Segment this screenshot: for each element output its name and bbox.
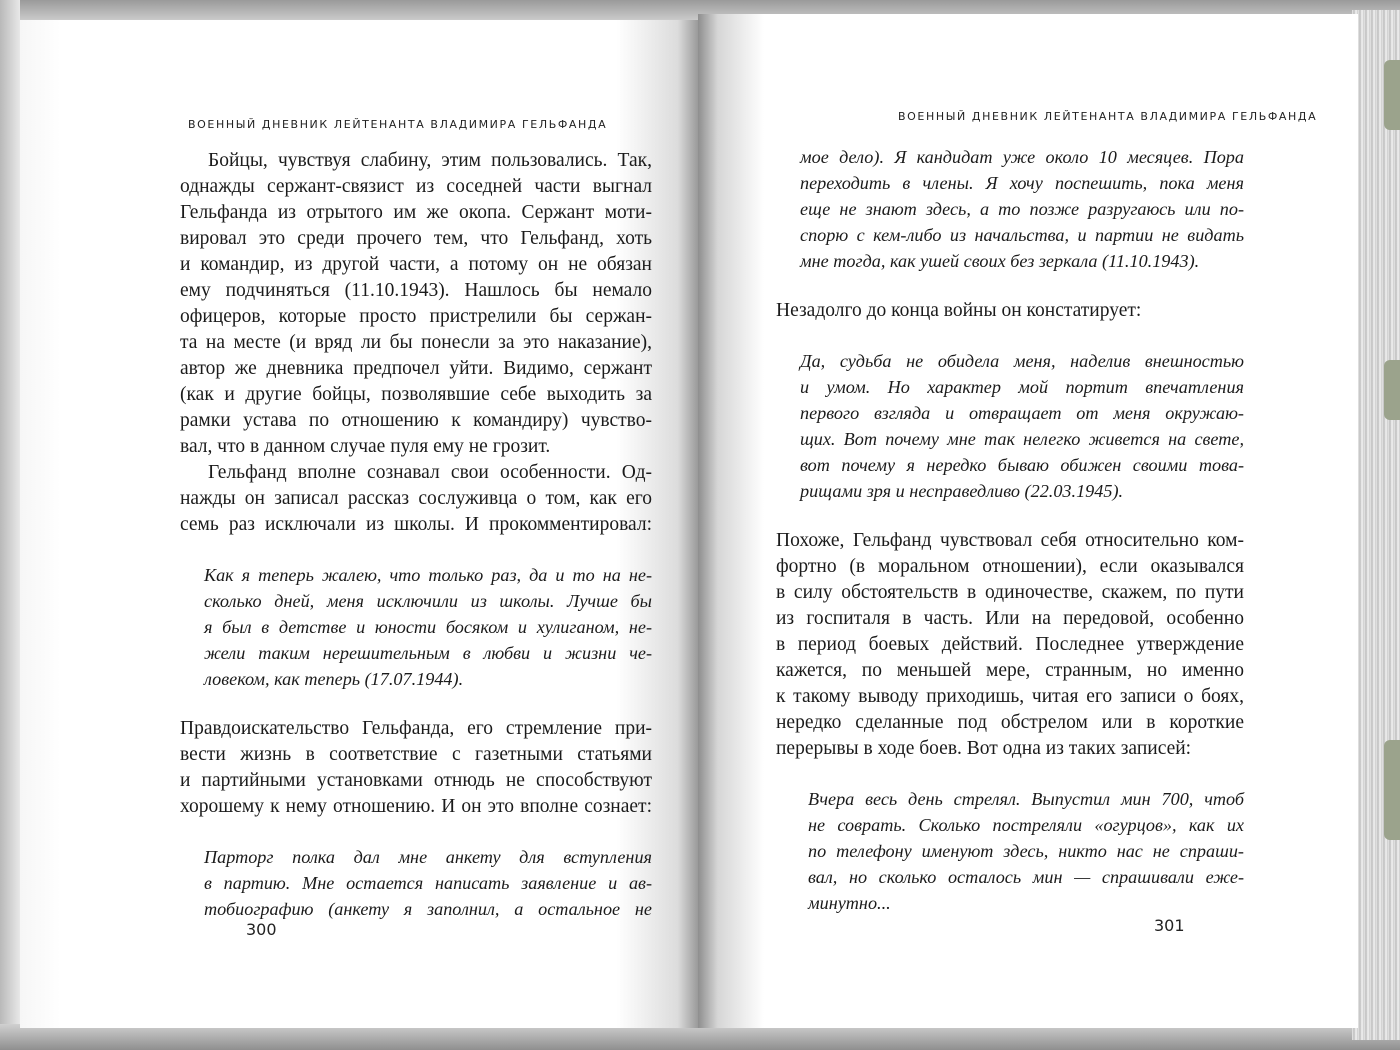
text-line: к такому выводу приходишь, читая его записи о боях,	[776, 686, 1244, 707]
text-line: и командир, из другой части, а потому он не обязан	[180, 254, 652, 275]
left-text-block	[180, 148, 652, 922]
text-line: ловеком, как теперь (17.07.1944).	[204, 669, 464, 689]
text-line: перерывы в ходе боев. Вот одна из таких записей:	[776, 738, 1192, 759]
text-line: вести жизнь в соответствие с газетными статьями	[180, 744, 652, 765]
text-line: офицеров, которые просто пристрелили бы сержан-	[180, 306, 652, 327]
text-line: вал, но сколько осталось мин — спрашивали еже-	[808, 867, 1244, 887]
text-line: автор же дневника предпочел уйти. Видимо, сержант	[180, 358, 652, 379]
text-line: в силу обстоятельств в одиночестве, скажем, по пути	[776, 582, 1244, 603]
text-line: Бойцы, чувствуя слабину, этим пользовались. Так,	[208, 150, 652, 171]
text-line: та на месте (и вряд ли бы понесли за это наказание),	[180, 332, 652, 353]
text-line: Вчера весь день стрелял. Выпустил мин 700, чтоб	[808, 789, 1244, 809]
text-line: минутно...	[808, 893, 891, 913]
text-line: нередко сделанные под обстрелом или в короткие	[776, 712, 1244, 733]
text-line: в партию. Мне остается написать заявление и ав-	[204, 873, 652, 893]
text-line: Да, судьба не обидела меня, наделив внешностью	[800, 351, 1244, 371]
text-line: щих. Вот почему мне так нелегко живется на свете,	[800, 429, 1244, 449]
running-head: ВОЕННЫЙ ДНЕВНИК ЛЕЙТЕНАНТА ВЛАДИМИРА ГЕЛЬФАНДА	[898, 110, 1318, 123]
text-line: кажется, по меньшей мере, странным, но именно	[776, 660, 1244, 681]
text-line: в период боевых действий. Последнее утверждение	[776, 634, 1244, 655]
text-line: не соврать. Сколько постреляли «огурцов», как их	[808, 815, 1244, 835]
text-line: тобиографию (анкету я заполнил, а остальное не	[204, 899, 652, 919]
block-quote	[180, 844, 652, 922]
text-line: из госпиталя в часть. Или на передовой, особенно	[776, 608, 1244, 629]
right-text-block	[776, 144, 1244, 916]
text-line: еще не знают здесь, а то позже разругаюсь или по-	[800, 199, 1244, 219]
block-quote	[776, 144, 1244, 274]
text-line: и партийными установками отнюдь не способствуют	[180, 770, 652, 791]
text-line: первого взгляда и отвращает от меня окружаю-	[800, 403, 1244, 423]
text-line: мне тогда, как ушей своих без зеркала (11.10.1943).	[800, 251, 1200, 271]
text-line: вот почему я нередко бываю обижен своими това-	[800, 455, 1244, 475]
text-line: переходить в члены. Я хочу поспешить, пока меня	[800, 173, 1244, 193]
block-quote	[776, 786, 1244, 916]
bookmark-tab	[1384, 740, 1400, 840]
bookmark-tab	[1384, 60, 1400, 130]
text-line: Гельфанд вполне сознавал свои особенности. Од-	[208, 462, 652, 483]
text-line: вировал это среди прочего тем, что Гельфанд, хоть	[180, 228, 652, 249]
text-line: ему подчиняться (11.10.1943). Нашлось бы немало	[180, 280, 652, 301]
text-line: Как я теперь жалею, что только раз, да и то на не-	[204, 565, 652, 585]
text-line: спорю с кем-либо из начальства, и партии не видать	[800, 225, 1244, 245]
text-line: семь раз исключали из школы. И прокомментировал:	[180, 514, 652, 535]
text-line: Правдоискательство Гельфанда, его стремление при-	[180, 718, 652, 739]
text-line: однажды сержант-связист из соседней части выгнал	[180, 176, 652, 197]
text-line: рищами зря и несправедливо (22.03.1945).	[800, 481, 1124, 501]
block-quote	[180, 562, 652, 692]
left-page	[20, 20, 698, 1028]
paragraph	[180, 460, 652, 538]
text-line: хорошему к нему отношению. И он это вполне сознает:	[180, 796, 652, 817]
text-line: я был в детстве и юности босяком и хулиганом, не-	[204, 617, 652, 637]
paragraph	[180, 148, 652, 460]
text-line: мое дело). Я кандидат уже около 10 месяцев. Пора	[800, 147, 1244, 167]
running-head: ВОЕННЫЙ ДНЕВНИК ЛЕЙТЕНАНТА ВЛАДИМИРА ГЕЛЬФАНДА	[188, 118, 608, 131]
text-line: вал, что в данном случае пуля ему не грозит.	[180, 436, 551, 457]
text-line: рамки устава по отношению к командиру) чувство-	[180, 410, 652, 431]
text-line: Незадолго до конца войны он констатирует:	[776, 300, 1142, 321]
block-quote	[776, 348, 1244, 504]
text-line: Похоже, Гельфанд чувствовал себя относительно ком-	[776, 530, 1244, 551]
text-line: Парторг полка дал мне анкету для вступления	[204, 847, 652, 867]
text-line: нажды он записал рассказ сослуживца о том, как его	[180, 488, 652, 509]
text-line: по телефону именуют здесь, никто нас не спраши-	[808, 841, 1244, 861]
text-line: и умом. Но характер мой портит впечатления	[800, 377, 1244, 397]
paragraph	[180, 716, 652, 820]
bookmark-tab	[1384, 360, 1400, 420]
text-line: (как и другие бойцы, позволявшие себе выходить за	[180, 384, 652, 405]
page-number: 300	[246, 920, 277, 939]
text-line: Гельфанда из отрытого им же окопа. Сержант моти-	[180, 202, 652, 223]
right-page	[698, 14, 1358, 1028]
page-edges	[1352, 10, 1400, 1040]
text-line: сколько дней, меня исключили из школы. Лучше бы	[204, 591, 652, 611]
text-line: фортно (в моральном отношении), если оказывался	[776, 556, 1244, 577]
paragraph	[776, 528, 1244, 762]
page-number: 301	[1154, 916, 1185, 935]
scan-background-left	[0, 0, 20, 1050]
text-line: жели таким нерешительным в любви и жизни че-	[204, 643, 652, 663]
paragraph	[776, 298, 1244, 324]
